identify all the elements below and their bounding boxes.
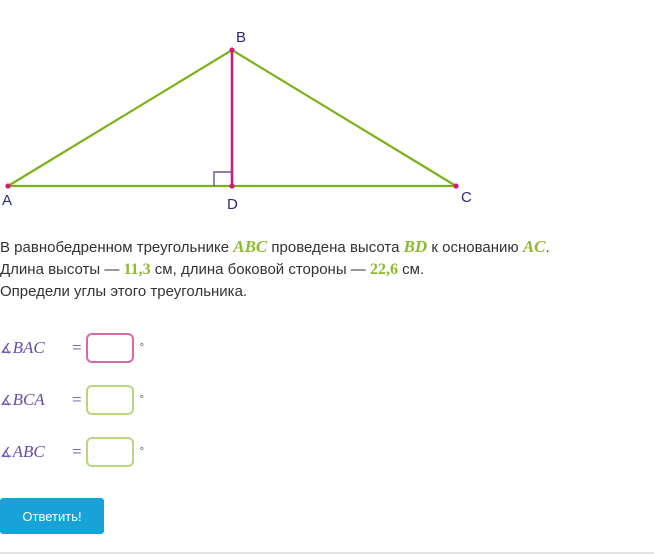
angle-symbol: ∡ bbox=[0, 394, 13, 409]
angle-label-bca bbox=[0, 390, 72, 410]
vertex-dot-b bbox=[229, 47, 234, 52]
problem-text-7: см. bbox=[397, 261, 425, 278]
base-name: AC bbox=[522, 237, 546, 256]
vertex-label-d: D bbox=[227, 196, 238, 213]
degree-symbol-bac: ° bbox=[139, 342, 144, 354]
problem-statement bbox=[0, 236, 648, 303]
height-name: BD bbox=[403, 237, 428, 256]
answer-row-bac bbox=[0, 322, 400, 374]
degree-symbol-abc: ° bbox=[139, 446, 144, 458]
angle-symbol: ∡ bbox=[0, 446, 13, 461]
angle-symbol: ∡ bbox=[0, 342, 13, 357]
degree-symbol-bca: ° bbox=[139, 394, 144, 406]
answers-section bbox=[0, 322, 400, 478]
side-value: 22,6 bbox=[369, 261, 398, 278]
answer-input-bca[interactable] bbox=[86, 385, 134, 415]
vertex-dot-c bbox=[453, 183, 458, 188]
problem-line-2 bbox=[0, 259, 648, 281]
equals-sign-bca: = bbox=[72, 390, 82, 409]
vertex-label-a: A bbox=[2, 192, 13, 209]
answer-input-bac[interactable] bbox=[86, 333, 134, 363]
vertex-label-b: B bbox=[236, 29, 247, 46]
equals-sign-bac: = bbox=[72, 338, 82, 357]
problem-text-5: Длина высоты — bbox=[0, 261, 124, 278]
problem-text-1: В равнобедренном треугольнике bbox=[0, 239, 234, 256]
equals-sign-abc: = bbox=[72, 442, 82, 461]
right-angle-mark bbox=[214, 172, 232, 186]
angle-name: BAC bbox=[12, 338, 45, 357]
triangle-name: ABC bbox=[233, 237, 268, 256]
vertex-dot-a bbox=[5, 183, 10, 188]
problem-text-3: к основанию bbox=[427, 239, 523, 256]
vertex-dot-d bbox=[229, 183, 234, 188]
answer-row-bca bbox=[0, 374, 400, 426]
angle-name: ABC bbox=[12, 442, 45, 461]
problem-text-4: . bbox=[545, 239, 550, 256]
problem-line-3: Определи углы этого треугольника. bbox=[0, 283, 248, 300]
problem-text-2: проведена высота bbox=[267, 239, 404, 256]
angle-label-bac bbox=[0, 338, 72, 358]
angle-name: BCA bbox=[12, 390, 45, 409]
answer-row-abc bbox=[0, 426, 400, 478]
height-value: 11,3 bbox=[123, 261, 151, 278]
answer-input-abc[interactable] bbox=[86, 437, 134, 467]
vertex-label-c: C bbox=[461, 189, 472, 206]
problem-line-1 bbox=[0, 236, 648, 259]
geometry-figure bbox=[0, 0, 654, 228]
problem-text-6: см, длина боковой стороны — bbox=[150, 261, 370, 278]
angle-label-abc bbox=[0, 442, 72, 462]
submit-answer-button[interactable]: Ответить! bbox=[0, 498, 104, 534]
